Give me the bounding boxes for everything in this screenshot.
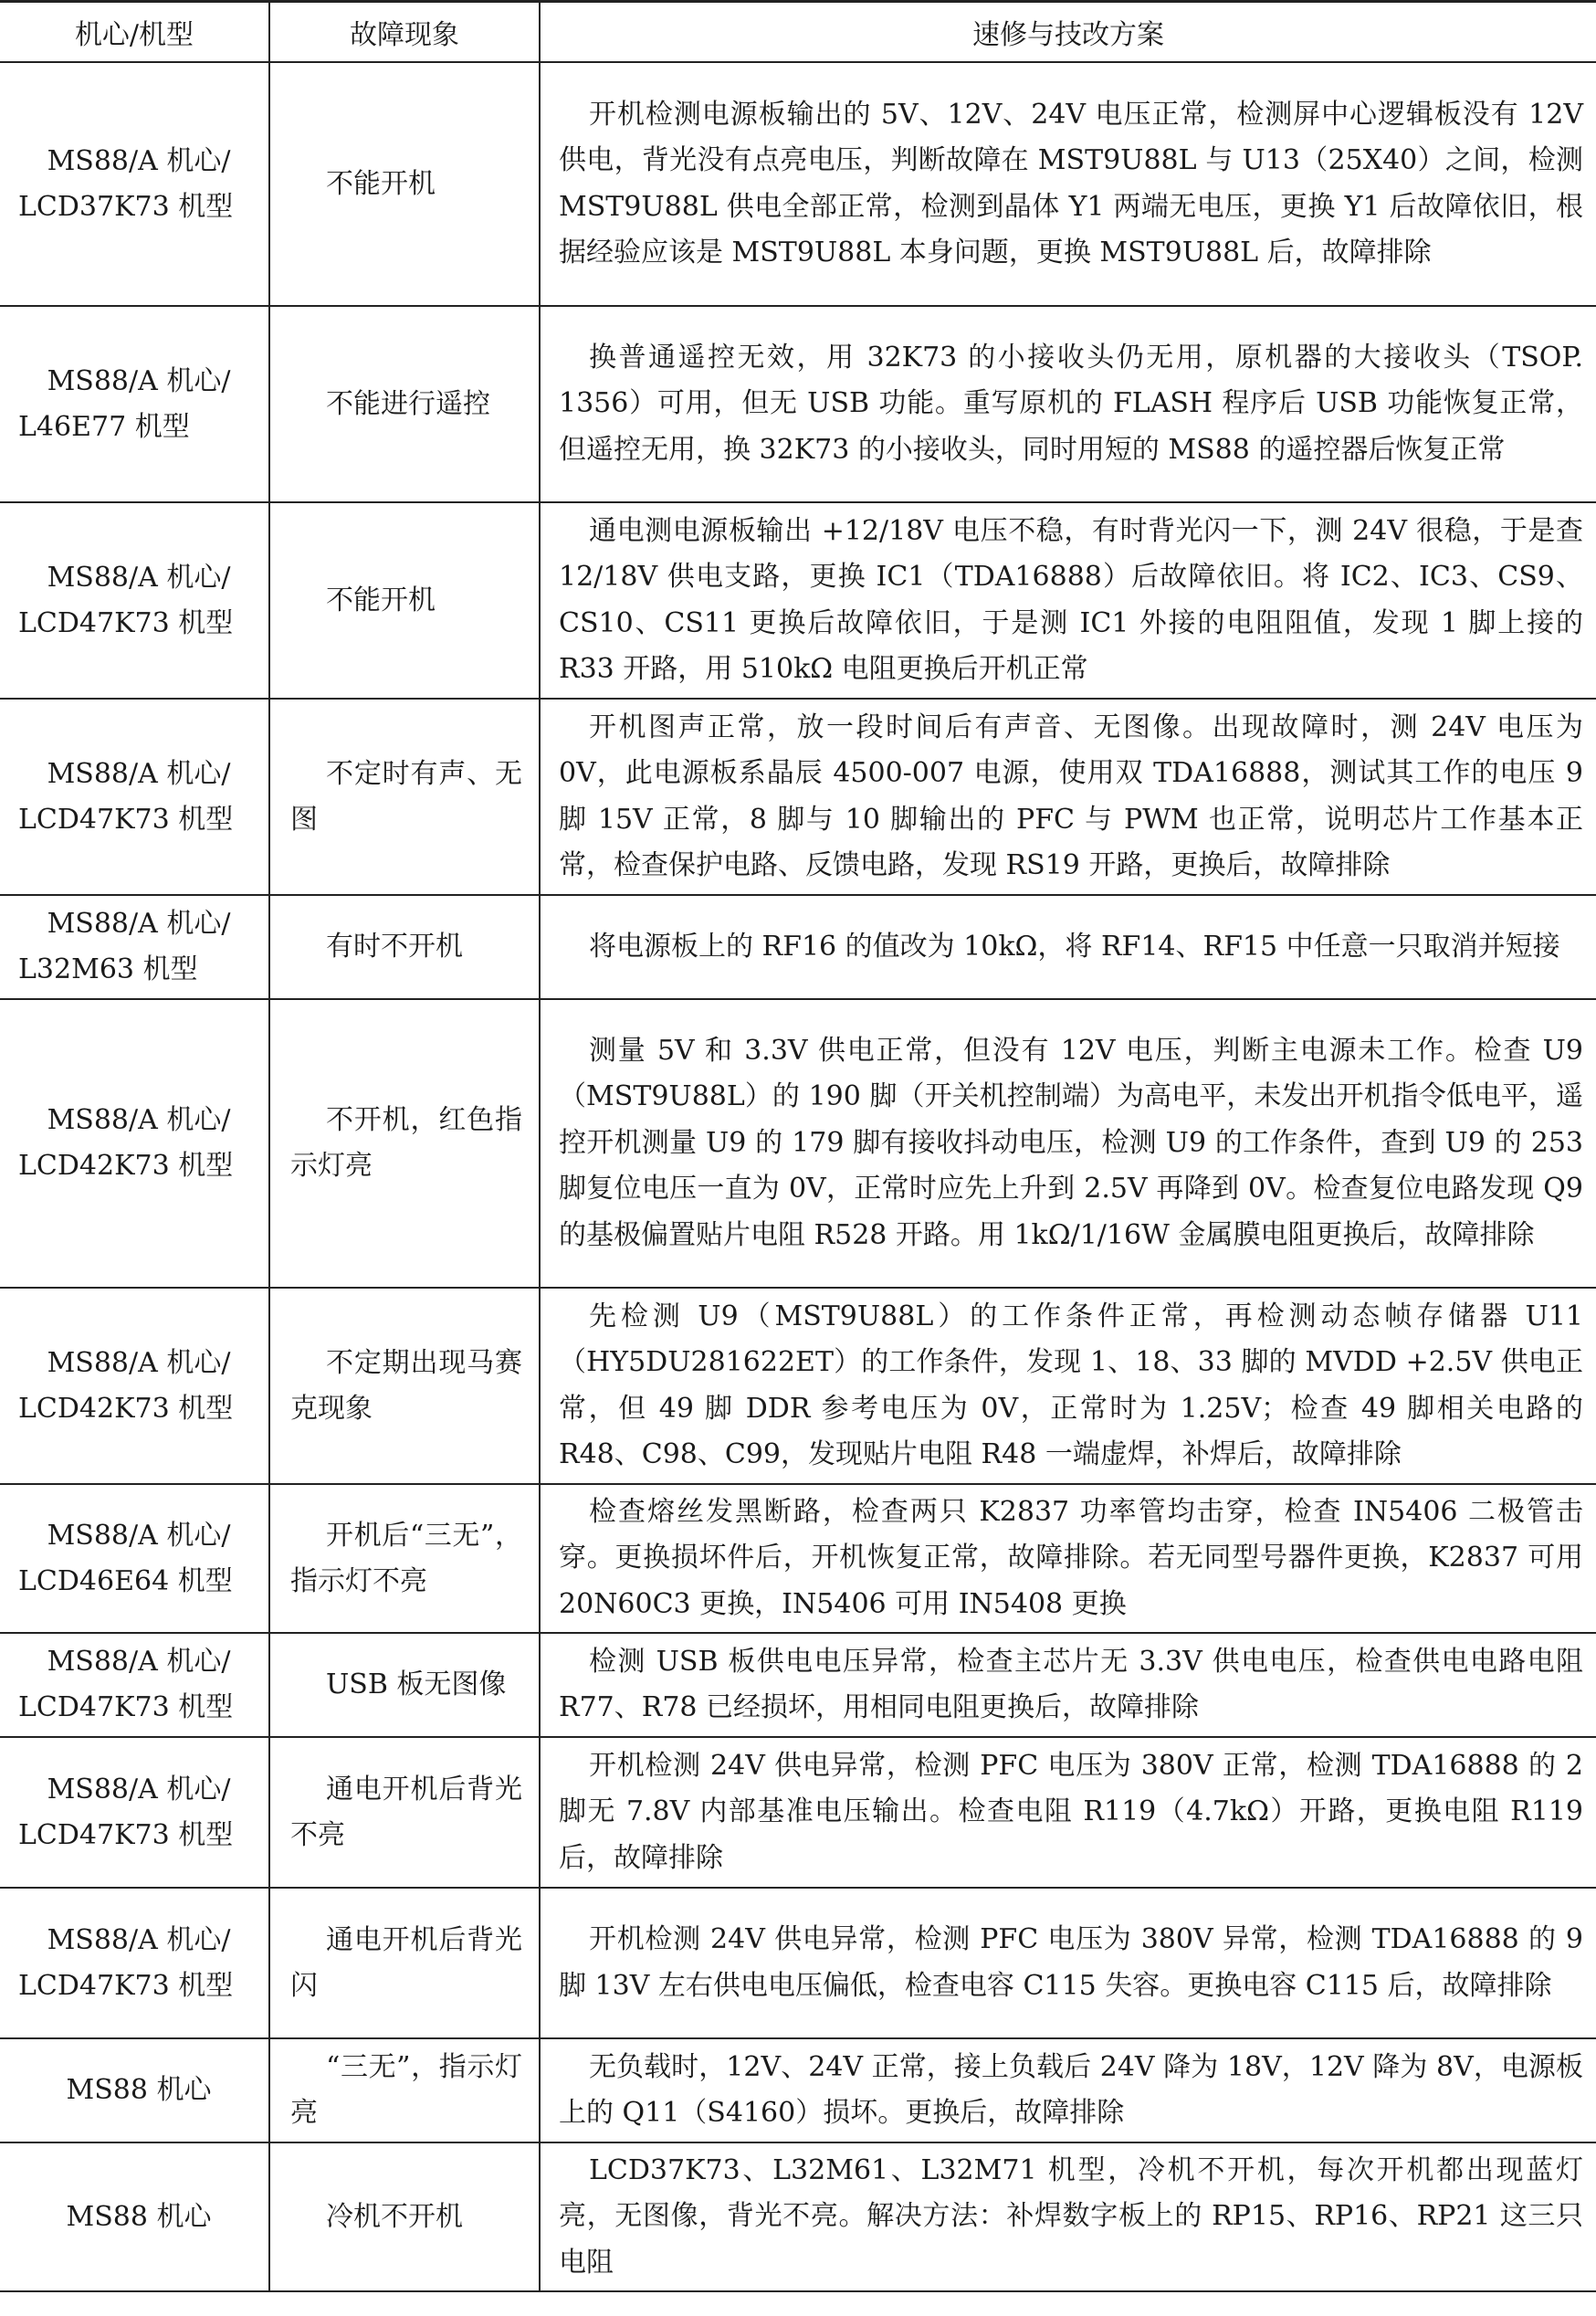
model-cell [0,1888,269,2038]
model-cell [0,1737,269,1888]
model-line-2: LCD47K73 机型 [18,1691,234,1723]
table-row [0,1888,1596,2038]
symptom-cell: 不能进行遥控 [269,306,540,502]
symptom-cell: 通电开机后背光不亮 [269,1737,540,1888]
model-line-1: MS88 机心 [66,2200,212,2233]
symptom-cell: “三无”，指示灯亮 [269,2038,540,2142]
model-line-1: MS88/A 机心/ [47,1104,231,1136]
table-row [0,895,1596,999]
model-line-2: L46E77 机型 [18,410,190,443]
symptom-cell: 不开机，红色指示灯亮 [269,999,540,1288]
model-line-2: L32M63 机型 [18,953,198,985]
table-row [0,699,1596,895]
table-row [0,62,1596,306]
solution-cell: 检查熔丝发黑断路，检查两只 K2837 功率管均击穿，检查 IN5406 二极管击穿。更换损坏件后，开机恢复正常，故障排除。若无同型号器件更换，K2837 可用 20N60C3 更换，IN5406 可用 IN5408 更换 [540,1484,1596,1633]
model-line-1: MS88/A 机心/ [47,1346,231,1379]
model-cell [0,1633,269,1737]
model-cell [0,502,269,699]
header-model: 机心/机型 [0,2,269,63]
model-line-2: LCD37K73 机型 [18,190,234,223]
header-row [0,2,1596,63]
symptom-cell: USB 板无图像 [269,1633,540,1737]
model-line-2: LCD46E64 机型 [18,1564,233,1597]
model-line-1: MS88/A 机心/ [47,908,231,940]
symptom-cell: 不定时有声、无图 [269,699,540,895]
table-row [0,306,1596,502]
model-cell [0,999,269,1288]
table-header [0,2,1596,63]
table-row [0,1288,1596,1484]
model-line-1: MS88/A 机心/ [47,1646,231,1678]
header-solution: 速修与技改方案 [540,2,1596,63]
model-cell [0,1288,269,1484]
model-line-2: LCD42K73 机型 [18,1150,234,1182]
model-line-1: MS88/A 机心/ [47,144,231,177]
model-line-1: MS88/A 机心/ [47,364,231,397]
solution-cell: 先检测 U9（MST9U88L）的工作条件正常，再检测动态帧存储器 U11（HY5DU281622ET）的工作条件，发现 1、18、33 脚的 MVDD +2.5V 供电正常，但 49 脚 DDR 参考电压为 0V，正常时为 1.25V；检查 49 脚相关电路的 R48、C98、C99，发现贴片电阻 R48 一端虚焊，补焊后，故障排除 [540,1288,1596,1484]
table-row [0,502,1596,699]
symptom-cell: 不能开机 [269,62,540,306]
model-line-1: MS88/A 机心/ [47,561,231,594]
symptom-cell: 通电开机后背光闪 [269,1888,540,2038]
symptom-cell: 不定期出现马赛克现象 [269,1288,540,1484]
model-cell [0,699,269,895]
model-cell [0,2038,269,2142]
solution-cell: 测量 5V 和 3.3V 供电正常，但没有 12V 电压，判断主电源未工作。检查 U9（MST9U88L）的 190 脚（开关机控制端）为高电平，未发出开机指令低电平，遥控开机测量 U9 的 179 脚有接收抖动电压，检测 U9 的工作条件，查到 U9 的 253 脚复位电压一直为 0V，正常时应先上升到 2.5V 再降到 0V。检查复位电路发现 Q9 的基极偏置贴片电阻 R528 开路。用 1kΩ/1/16W 金属膜电阻更换后，故障排除 [540,999,1596,1288]
table-row [0,1737,1596,1888]
model-line-2: LCD47K73 机型 [18,1969,234,2002]
model-line-2: LCD47K73 机型 [18,803,234,836]
symptom-cell: 冷机不开机 [269,2142,540,2291]
solution-cell: 通电测电源板输出 +12/18V 电压不稳，有时背光闪一下，测 24V 很稳，于是查 12/18V 供电支路，更换 IC1（TDA16888）后故障依旧。将 IC2、IC3、CS9、CS10、CS11 更换后故障依旧，于是测 IC1 外接的电阻阻值，发现 1 脚上接的 R33 开路，用 510kΩ 电阻更换后开机正常 [540,502,1596,699]
table-row [0,1484,1596,1633]
symptom-cell: 不能开机 [269,502,540,699]
table-row [0,2038,1596,2142]
model-line-1: MS88/A 机心/ [47,1773,231,1805]
model-cell [0,895,269,999]
model-line-2: LCD47K73 机型 [18,1818,234,1851]
table-row [0,1633,1596,1737]
solution-cell: 开机图声正常，放一段时间后有声音、无图像。出现故障时，测 24V 电压为 0V，此电源板系晶辰 4500-007 电源，使用双 TDA16888，测试其工作的电压 9 脚 15V 正常，8 脚与 10 脚输出的 PFC 与 PWM 也正常，说明芯片工作基本正常，检查保护电路、反馈电路，发现 RS19 开路，更换后，故障排除 [540,699,1596,895]
solution-cell: 无负载时，12V、24V 正常，接上负载后 24V 降为 18V，12V 降为 8V，电源板上的 Q11（S4160）损坏。更换后，故障排除 [540,2038,1596,2142]
table-body [0,62,1596,2291]
solution-cell: 开机检测 24V 供电异常，检测 PFC 电压为 380V 正常，检测 TDA16888 的 2 脚无 7.8V 内部基准电压输出。检查电阻 R119（4.7kΩ）开路，更换电阻 R119 后，故障排除 [540,1737,1596,1888]
symptom-cell: 有时不开机 [269,895,540,999]
table-row [0,2142,1596,2291]
model-cell [0,62,269,306]
model-line-1: MS88/A 机心/ [47,757,231,790]
model-line-1: MS88/A 机心/ [47,1923,231,1956]
solution-cell: 开机检测电源板输出的 5V、12V、24V 电压正常，检测屏中心逻辑板没有 12V 供电，背光没有点亮电压，判断故障在 MST9U88L 与 U13（25X40）之间，检测 MST9U88L 供电全部正常，检测到晶体 Y1 两端无电压，更换 Y1 后故障依旧，根据经验应该是 MST9U88L 本身问题，更换 MST9U88L 后，故障排除 [540,62,1596,306]
model-cell [0,2142,269,2291]
model-line-2: LCD42K73 机型 [18,1392,234,1425]
symptom-cell: 开机后“三无”，指示灯不亮 [269,1484,540,1633]
model-line-1: MS88/A 机心/ [47,1519,231,1552]
solution-cell: 检测 USB 板供电电压异常，检查主芯片无 3.3V 供电电压，检查供电电路电阻 R77、R78 已经损坏，用相同电阻更换后，故障排除 [540,1633,1596,1737]
header-symptom: 故障现象 [269,2,540,63]
table-row [0,999,1596,1288]
model-line-1: MS88 机心 [66,2074,212,2106]
solution-cell: 换普通遥控无效，用 32K73 的小接收头仍无用，原机器的大接收头（TSOP. 1356）可用，但无 USB 功能。重写原机的 FLASH 程序后 USB 功能恢复正常，但遥控无用，换 32K73 的小接收头，同时用短的 MS88 的遥控器后恢复正常 [540,306,1596,502]
solution-cell: LCD37K73、L32M61、L32M71 机型，冷机不开机，每次开机都出现蓝灯亮，无图像，背光不亮。解决方法：补焊数字板上的 RP15、RP16、RP21 这三只电阻 [540,2142,1596,2291]
model-cell [0,306,269,502]
solution-cell: 开机检测 24V 供电异常，检测 PFC 电压为 380V 异常，检测 TDA16888 的 9 脚 13V 左右供电电压偏低，检查电容 C115 失容。更换电容 C115 后，故障排除 [540,1888,1596,2038]
model-cell [0,1484,269,1633]
model-line-2: LCD47K73 机型 [18,606,234,639]
solution-cell: 将电源板上的 RF16 的值改为 10kΩ，将 RF14、RF15 中任意一只取消并短接 [540,895,1596,999]
